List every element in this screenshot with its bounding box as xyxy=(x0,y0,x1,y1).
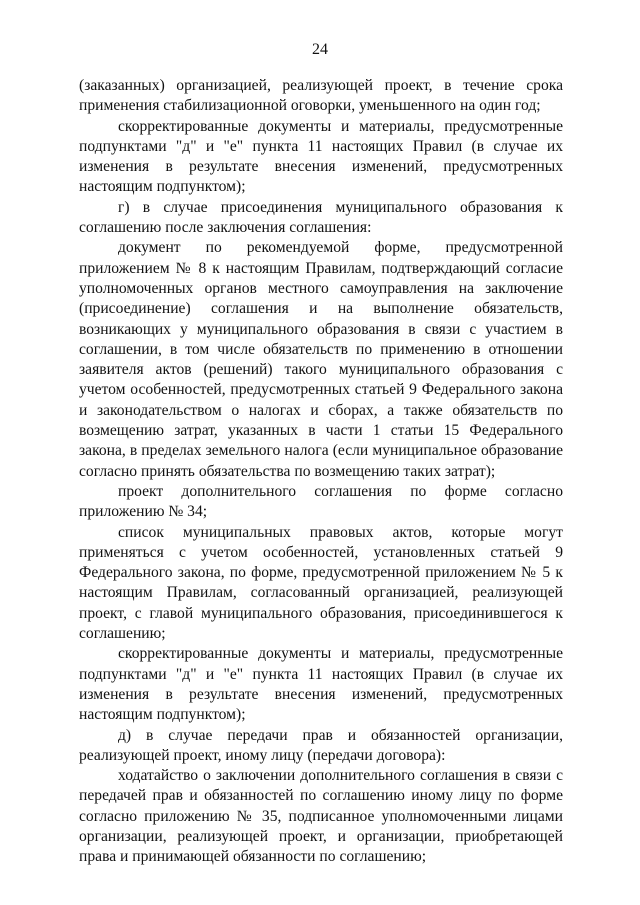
paragraph: проект дополнительного соглашения по форме согласно приложению № 34; xyxy=(79,482,563,521)
paragraph: ходатайство о заключении дополнительного соглашения в связи с передачей прав и обязанностей по соглашению иному лицу по форме согласно приложению № 35, подписанное уполномоченными лицами организации, реализующей проект, и организации, приобретающей права и принимающей обязанности по соглашению; xyxy=(79,767,563,866)
paragraph-subpoint-d: д) в случае передачи прав и обязанностей организации, реализующей проект, иному лицу (передачи договора): xyxy=(79,726,563,764)
page-number: 24 xyxy=(312,41,328,58)
paragraph: документ по рекомендуемой форме, предусмотренной приложением № 8 к настоящим Правилам, подтверждающий согласие уполномоченных органов местного самоуправления на заключение (присоединение) соглашения и на выполнение обязательств, возникающих у муниципального образования в связи с участием в соглашении, в том числе обязательств по применению в отношении заявителя актов (решений) такого муниципального образования с учетом особенностей, предусмотренных статьей 9 Федерального закона и законодательством о налогах и сборах, а также обязательств по возмещению затрат, указанных в части 1 статьи 15 Федерального закона, в пределах земельного налога (если муниципальное образование согласно принять обязательства по возмещению таких затрат); xyxy=(79,239,563,480)
paragraph: список муниципальных правовых актов, которые могут применяться с учетом особенностей, установленных статьей 9 Федерального закона, по форме, предусмотренной приложением № 5 к настоящим Правилам, согласованный организацией, реализующей проект, с главой муниципального образования, присоединившегося к соглашению; xyxy=(79,523,563,643)
paragraph-continuation: (заказанных) организацией, реализующей проект, в течение срока применения стабилизационной оговорки, уменьшенного на один год; xyxy=(79,77,563,115)
paragraph: скорректированные документы и материалы, предусмотренные подпунктами "д" и "е" пункта 11 настоящих Правил (в случае их изменения в результате внесения изменений, предусмотренных настоящим подпунктом); xyxy=(79,117,563,196)
paragraph-subpoint-g: г) в случае присоединения муниципального образования к соглашению после заключения соглашения: xyxy=(79,198,563,237)
document-body xyxy=(79,76,563,868)
paragraph: скорректированные документы и материалы, предусмотренные подпунктами "д" и "е" пункта 11 настоящих Правил (в случае их изменения в результате внесения изменений, предусмотренных настоящим подпунктом); xyxy=(79,645,563,724)
